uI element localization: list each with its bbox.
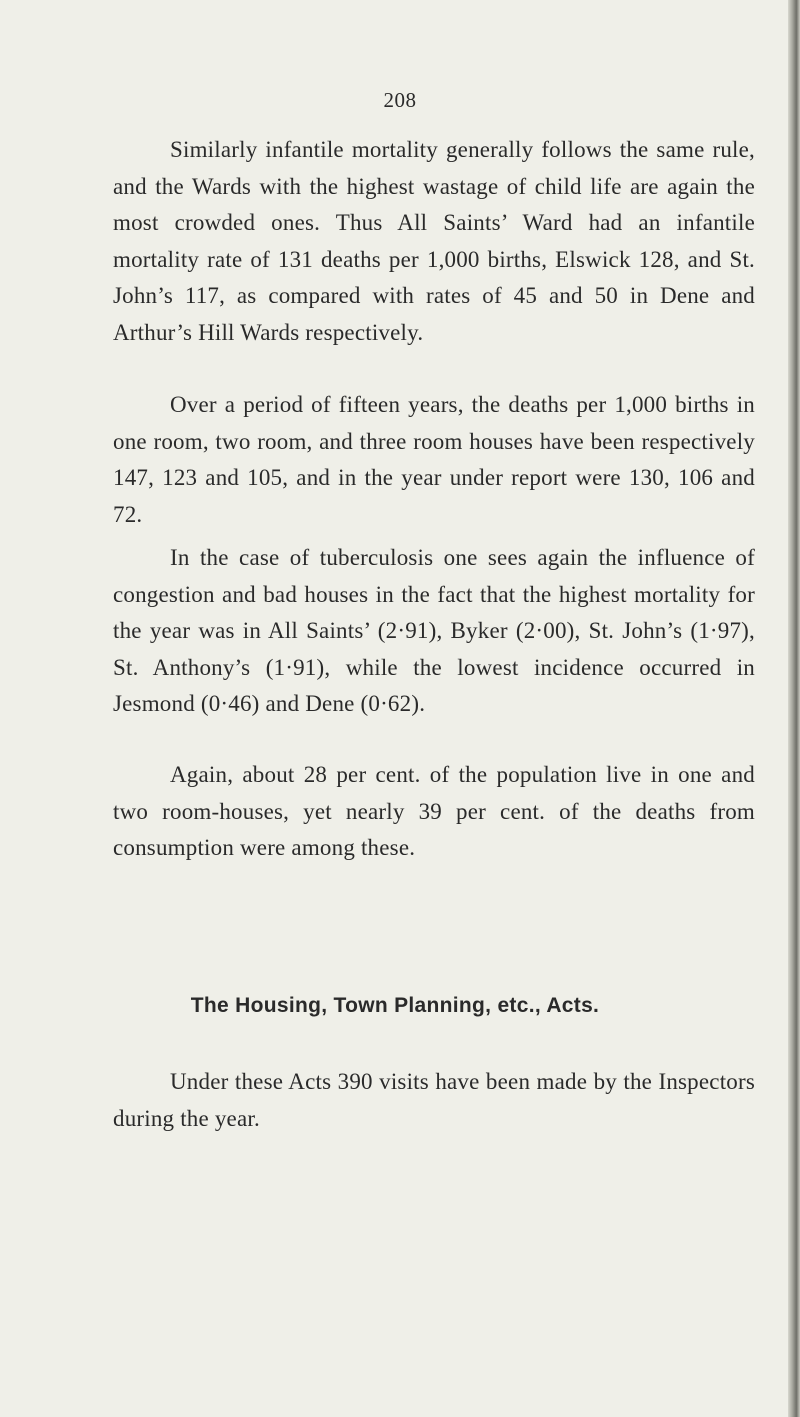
paragraph-acts-visits: Under these Acts 390 visits have been made by the Inspectors during the year. bbox=[113, 1069, 755, 1131]
section-heading: The Housing, Town Planning, etc., Acts. bbox=[190, 994, 600, 1017]
page-edge-shadow bbox=[788, 0, 800, 1417]
paragraph-deaths-by-house-size: Over a period of fifteen years, the deaths per 1,000 births in one room, two room, and three room houses have been respectively 147, 123 and 105, and in the year under report were 130, 106 and 72. bbox=[113, 392, 755, 527]
paragraph-tuberculosis: In the case of tuberculosis one sees again the influence of congestion and bad houses in the fact that the highest mortality for the year was in All Saints’ (2·91), Byker (2·00), St. John’s (1·97), St. Anthony’s (1·91), while the lowest incidence occurred in Jesmond (0·46) and Dene (0·62). bbox=[113, 545, 755, 716]
page-number: 208 bbox=[383, 88, 417, 112]
paragraph-population-consumption: Again, about 28 per cent. of the population live in one and two room-houses, yet nearly 39 per cent. of the deaths from consumption were among these. bbox=[113, 762, 755, 860]
paragraph-infantile-mortality: Similarly infantile mortality generally follows the same rule, and the Wards with the highest wastage of child life are again the most crowded ones. Thus All Saints’ Ward had an infantile mortality rate of 131 deaths per 1,000 births, Elswick 128, and St. John’s 117, as compared with rates of 45 and 50 in Dene and Arthur’s Hill Wards respectively. bbox=[113, 137, 755, 345]
